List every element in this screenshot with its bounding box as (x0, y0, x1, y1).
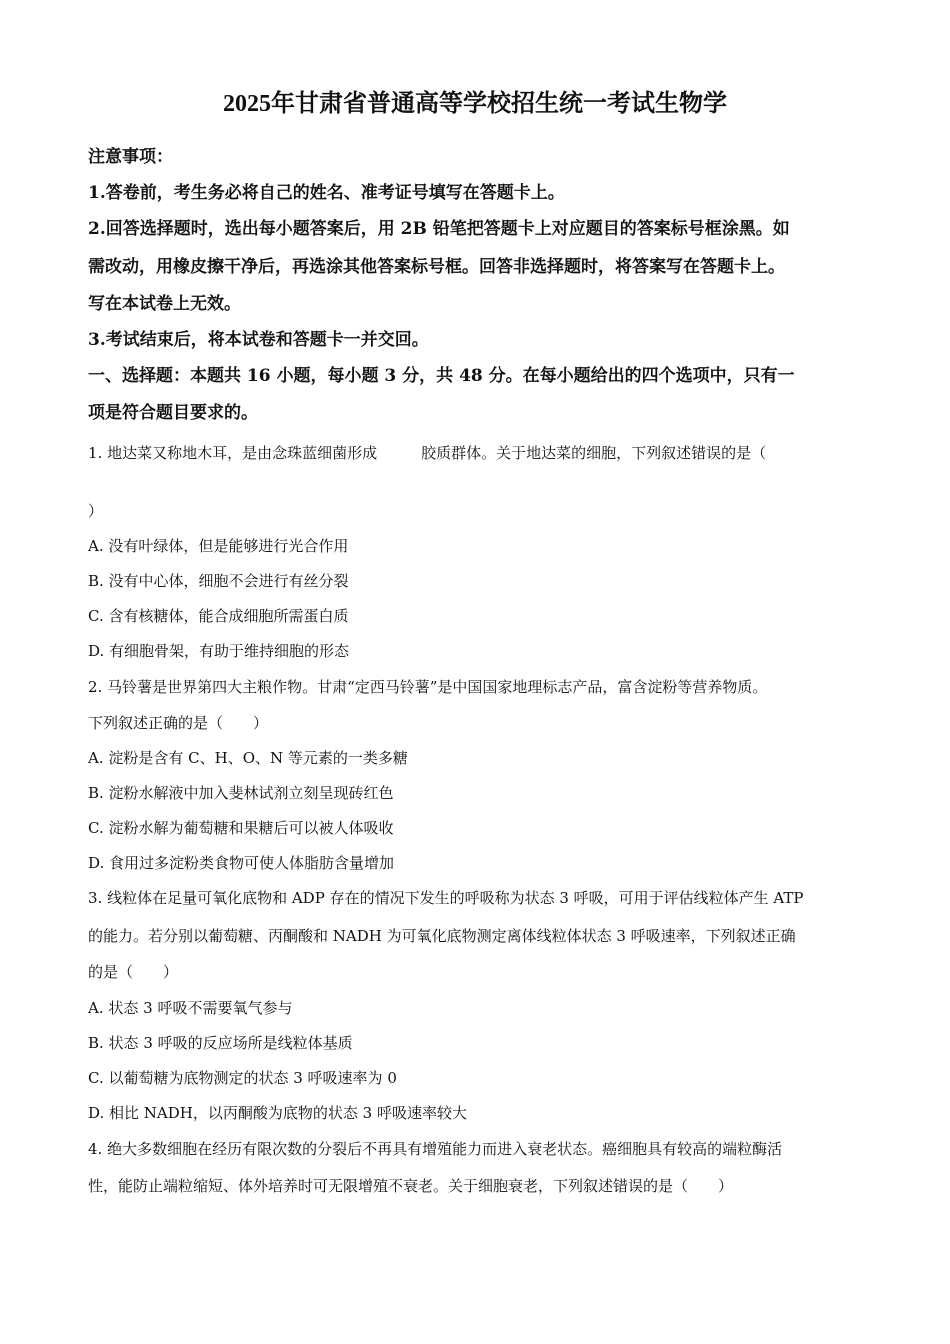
question-3-option-a: A. 状态 3 呼吸不需要氧气参与 (88, 999, 293, 1017)
question-2-option-d: D. 食用过多淀粉类食物可使人体脂肪含量增加 (88, 854, 395, 872)
section-heading-line-1: 一、选择题：本题共 16 小题，每小题 3 分，共 48 分。在每小题给出的四个选项中，只有一 (88, 366, 795, 386)
question-1-stem-end: ） (88, 502, 104, 520)
question-2-option-b: B. 淀粉水解液中加入斐林试剂立刻呈现砖红色 (88, 784, 394, 802)
section-heading-line-2: 项是符合题目要求的。 (88, 403, 258, 423)
notice-item-1: 1.答卷前，考生务必将自己的姓名、准考证号填写在答题卡上。 (88, 183, 565, 203)
question-1-option-b: B. 没有中心体，细胞不会进行有丝分裂 (88, 572, 349, 590)
question-1-option-d: D. 有细胞骨架，有助于维持细胞的形态 (88, 642, 350, 660)
page-title: 2025年甘肃省普通高等学校招生统一考试生物学 (223, 91, 727, 117)
question-2-option-c: C. 淀粉水解为葡萄糖和果糖后可以被人体吸收 (88, 819, 394, 837)
question-3-stem-line-3: 的是（ ） (88, 963, 179, 981)
notice-heading: 注意事项： (88, 147, 173, 167)
question-2-stem-line-2: 下列叙述正确的是（ ） (88, 714, 269, 732)
question-3-stem-line-2: 的能力。若分别以葡萄糖、丙酮酸和 NADH 为可氧化底物测定离体线粒体状态 3 呼吸速率，下列叙述正确 (88, 927, 796, 945)
notice-item-2-line-2: 需改动，用橡皮擦干净后，再选涂其他答案标号框。回答非选择题时，将答案写在答题卡上。 (88, 257, 785, 277)
question-1-option-a: A. 没有叶绿体，但是能够进行光合作用 (88, 537, 349, 555)
question-3-stem-line-1: 3. 线粒体在足量可氧化底物和 ADP 存在的情况下发生的呼吸称为状态 3 呼吸，可用于评估线粒体产生 ATP (88, 889, 804, 907)
question-1-stem (88, 441, 766, 465)
question-4-stem-line-1: 4. 绝大多数细胞在经历有限次数的分裂后不再具有增殖能力而进入衰老状态。癌细胞具有较高的端粒酶活 (88, 1140, 783, 1158)
question-3-option-d: D. 相比 NADH，以丙酮酸为底物的状态 3 呼吸速率较大 (88, 1104, 467, 1122)
question-1-stem-part-a: 1. 地达菜又称地木耳，是由念珠蓝细菌形成 (88, 444, 378, 462)
question-4-stem-line-2: 性，能防止端粒缩短、体外培养时可无限增殖不衰老。关于细胞衰老，下列叙述错误的是（ ） (88, 1177, 734, 1195)
question-3-option-b: B. 状态 3 呼吸的反应场所是线粒体基质 (88, 1034, 353, 1052)
question-2-option-a: A. 淀粉是含有 C、H、O、N 等元素的一类多糖 (88, 749, 408, 767)
question-1-stem-part-b: 胶质群体。关于地达菜的细胞，下列叙述错误的是（ (421, 444, 767, 462)
notice-item-2-line-1: 2.回答选择题时，选出每小题答案后，用 2B 铅笔把答题卡上对应题目的答案标号框涂黑。如 (88, 219, 790, 239)
question-2-stem-line-1: 2. 马铃薯是世界第四大主粮作物。甘肃“定西马铃薯”是中国国家地理标志产品，富含淀粉等营养物质。 (88, 678, 768, 696)
notice-item-2-line-3: 写在本试卷上无效。 (88, 294, 241, 314)
question-1-option-c: C. 含有核糖体，能合成细胞所需蛋白质 (88, 607, 349, 625)
question-3-option-c: C. 以葡萄糖为底物测定的状态 3 呼吸速率为 0 (88, 1069, 397, 1087)
notice-item-3: 3.考试结束后，将本试卷和答题卡一并交回。 (88, 330, 429, 350)
